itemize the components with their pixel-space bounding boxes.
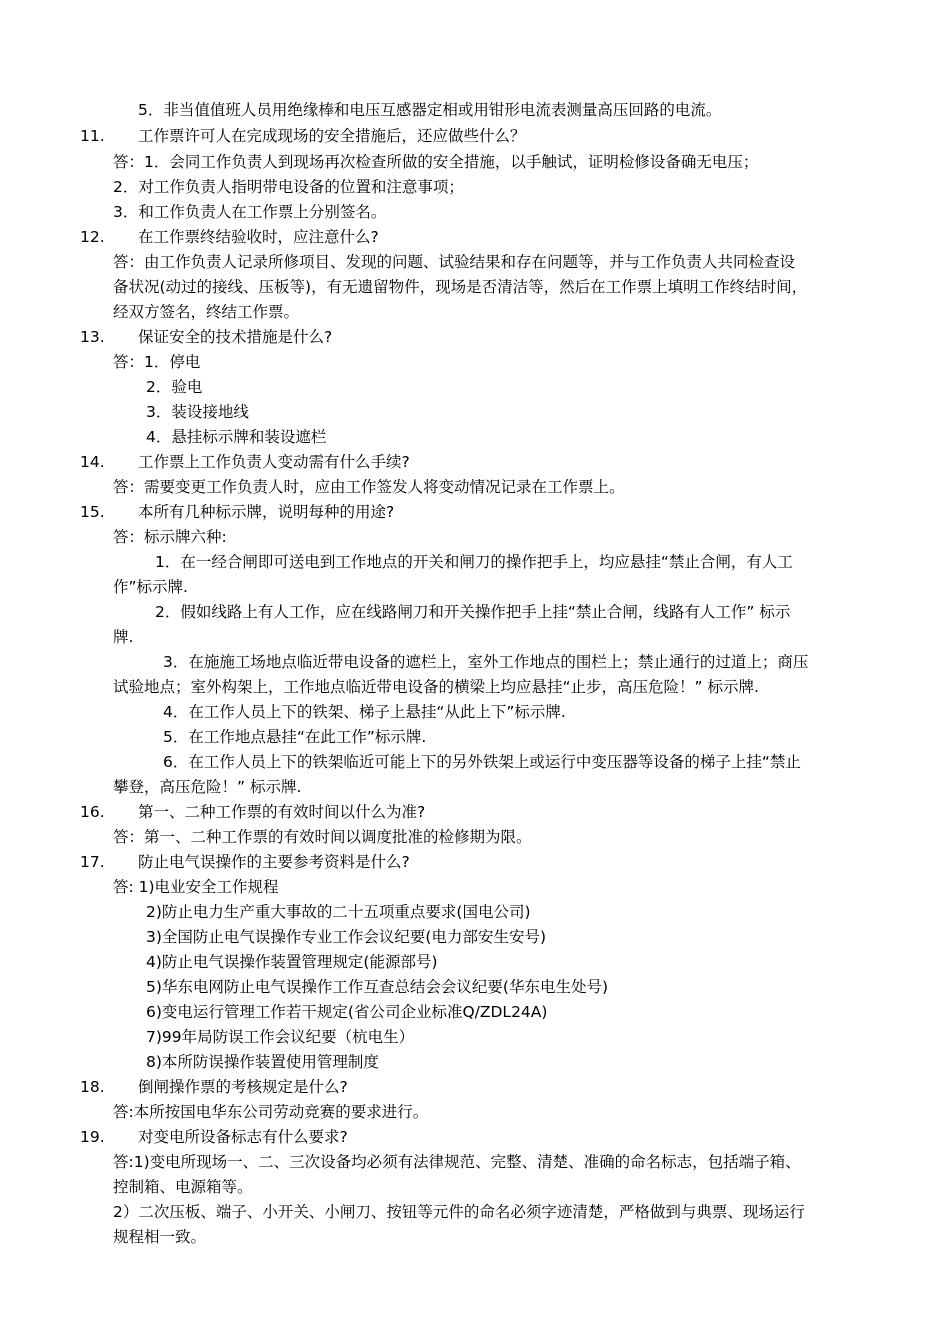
answer-line: 5)华东电网防止电气误操作工作互查总结会会议纪要(华东电生处号) <box>146 978 609 996</box>
answer-line: 5．在工作地点悬挂“在此工作”标示牌. <box>163 728 427 746</box>
answer-line: 答：标示牌六种: <box>113 528 227 546</box>
answer-line: 4．在工作人员上下的铁架、梯子上悬挂“从此上下”标示牌. <box>163 703 566 721</box>
answer-line: 2)防止电力生产重大事故的二十五项重点要求(国电公司) <box>146 903 531 921</box>
question-text: 第一、二种工作票的有效时间以什么为准? <box>138 803 426 821</box>
answer-line: 攀登，高压危险！” 标示牌. <box>113 778 302 796</box>
answer-line: 作”标示牌. <box>113 578 188 596</box>
question-text: 倒闸操作票的考核规定是什么? <box>138 1078 348 1096</box>
question-text: 保证安全的技术措施是什么? <box>138 328 333 346</box>
question-number: 14. <box>80 453 105 471</box>
question-text: 在工作票终结验收时，应注意什么? <box>138 228 379 246</box>
answer-line: 答：第一、二种工作票的有效时间以调度批准的检修期为限。 <box>113 828 532 846</box>
answer-line: 2．验电 <box>146 378 203 396</box>
answer-line: 控制箱、电源箱等。 <box>113 1178 253 1196</box>
answer-line: 8)本所防误操作装置使用管理制度 <box>146 1053 379 1071</box>
question-number: 18. <box>80 1078 105 1096</box>
answer-line: 答: 1)电业安全工作规程 <box>113 878 279 896</box>
question-text: 工作票许可人在完成现场的安全措施后，还应做些什么？ <box>138 127 526 145</box>
question-number: 17. <box>80 853 105 871</box>
question-number: 13. <box>80 328 105 346</box>
answer-line: 4)防止电气误操作装置管理规定(能源部号) <box>146 953 438 971</box>
answer-line: 3．装设接地线 <box>146 403 249 421</box>
answer-line: 牌. <box>113 628 134 646</box>
answer-line: 6．在工作人员上下的铁架临近可能上下的另外铁架上或运行中变压器等设备的梯子上挂“禁止 <box>163 753 801 771</box>
question-text: 本所有几种标示牌，说明每种的用途? <box>138 503 395 521</box>
answer-line: 2．假如线路上有人工作，应在线路闸刀和开关操作把手上挂“禁止合闸，线路有人工作” 标示 <box>155 603 791 621</box>
answer-line: 4．悬挂标示牌和装设遮栏 <box>146 428 327 446</box>
answer-line: 6)变电运行管理工作若干规定(省公司企业标准Q/ZDL24A) <box>146 1003 548 1021</box>
answer-line: 1．在一经合闸即可送电到工作地点的开关和闸刀的操作把手上，均应悬挂“禁止合闸，有人工 <box>155 553 793 571</box>
answer-line: 3．和工作负责人在工作票上分别签名。 <box>113 203 387 221</box>
answer-line: 2）二次压板、端子、小开关、小闸刀、按钮等元件的命名必须字迹清楚，严格做到与典票、现场运行 <box>113 1203 805 1221</box>
question-number: 12. <box>80 228 105 246</box>
question-text: 工作票上工作负责人变动需有什么手续? <box>138 453 410 471</box>
answer-line: 答:1)变电所现场一、二、三次设备均必须有法律规范、完整、清楚、准确的命名标志，包括端子箱、 <box>113 1153 801 1171</box>
answer-line: 答：1．会同工作负责人到现场再次检查所做的安全措施，以手触试，证明检修设备确无电压； <box>113 153 759 171</box>
answer-line: 3．在施施工场地点临近带电设备的遮栏上，室外工作地点的围栏上；禁止通行的过道上；商压 <box>163 653 809 671</box>
answer-line: 7)99年局防误工作会议纪要（杭电生） <box>146 1028 415 1046</box>
answer-line: 经双方签名，终结工作票。 <box>113 303 300 321</box>
question-number: 15. <box>80 503 105 521</box>
question-text: 防止电气误操作的主要参考资料是什么? <box>138 853 410 871</box>
question-text: 对变电所设备标志有什么要求? <box>138 1128 348 1146</box>
question-number: 11. <box>80 127 105 145</box>
question-number: 19. <box>80 1128 105 1146</box>
question-number: 16. <box>80 803 105 821</box>
answer-line: 答：需要变更工作负责人时，应由工作签发人将变动情况记录在工作票上。 <box>113 478 625 496</box>
answer-line: 5．非当值值班人员用绝缘棒和电压互感器定相或用钳形电流表测量高压回路的电流。 <box>138 101 722 119</box>
answer-line: 答:本所按国电华东公司劳动竞赛的要求进行。 <box>113 1103 429 1121</box>
answer-line: 备状况(动过的接线、压板等)，有无遗留物件，现场是否清洁等，然后在工作票上填明工作终结时间， <box>113 278 808 296</box>
answer-line: 答：1．停电 <box>113 353 201 371</box>
answer-line: 规程相一致。 <box>113 1228 207 1246</box>
answer-line: 答：由工作负责人记录所修项目、发现的问题、试验结果和存在问题等，并与工作负责人共同检查设 <box>113 253 796 271</box>
answer-line: 3)全国防止电气误操作专业工作会议纪要(电力部安生安号) <box>146 928 547 946</box>
answer-line: 试验地点；室外构架上，工作地点临近带电设备的横梁上均应悬挂“止步，高压危险！” 标示牌. <box>113 678 759 696</box>
answer-line: 2．对工作负责人指明带电设备的位置和注意事项； <box>113 178 464 196</box>
